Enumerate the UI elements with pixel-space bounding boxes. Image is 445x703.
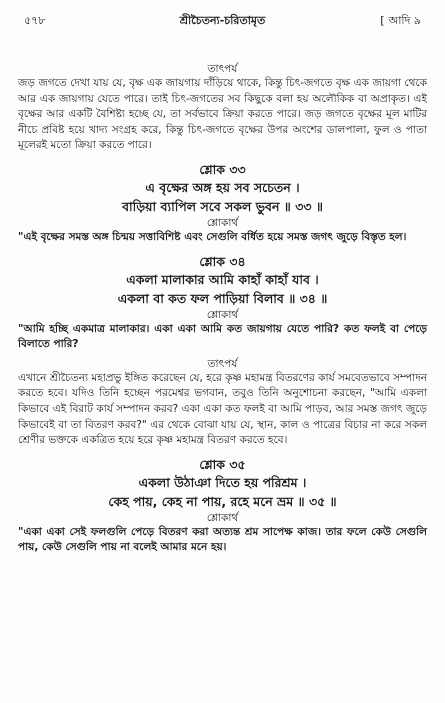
verse-number: শ্লোক ৩৩	[199, 161, 246, 177]
verse-line: একলা উঠাঞা দিতে হয় পরিশ্রম ।	[138, 474, 307, 490]
translation-heading: শ্লোকার্থ	[206, 511, 239, 524]
bracket-mark: [	[380, 14, 385, 27]
verse-line: বাড়িয়া ব্যাপিল সবে সকল ভুবন ॥ ৩৩ ॥	[122, 198, 323, 214]
section-text: আদি ৯	[388, 14, 421, 27]
translation-paragraph: "এই বৃক্ষের সমস্ত অঙ্গ চিন্ময় সত্তাবিশিষ্ট এবং সেগুলি বর্ধিত হয়ে সমস্ত জগৎ জুড়ে বিস্তৃত হল।	[18, 230, 407, 243]
page-number: ৫৭৮	[24, 14, 46, 27]
purport-heading: তাৎপর্য	[207, 357, 238, 370]
verse-line: এ বৃক্ষের অঙ্গ হয় সব সচেতন ।	[145, 179, 300, 195]
section-label	[380, 12, 421, 31]
translation-paragraph: "আমি হচ্ছি একমাত্র মালাকার। একা একা আমি কত জায়গায় যেতে পারি? কত ফলই বা পেড়ে বিলাতে পারি?	[18, 322, 427, 351]
translation-paragraph: "একা একা সেই ফলগুলি পেড়ে বিতরণ করা অত্যন্ত শ্রম সাপেক্ষ কাজ। তার ফলে কেউ সেগুলি পায়, কেউ সেগুলি পায় না বলেই আমার মনে হয়।	[18, 525, 427, 554]
purport-paragraph: এখানে শ্রীচৈতন্য মহাপ্রভু ইঙ্গিত করেছেন যে, হরে কৃষ্ণ মহামন্ত্র বিতরণের কার্য সমবেতভাবে সম্পাদন করতে হবে। যদিও তিনি হচ্ছেন পরমেশ্বর ভগবান, তবুও তিনি অনুশোচনা করছেন, "আমি একলা কিভাবে এই বিরাট কার্য সম্পাদন করব? একা একা কত ফলই বা আমি পাড়ব, আর সমস্ত জগৎ জুড়ে কিভাবেই বা তা বিতরণ করব?" এর থেকে বোঝা যায় যে, স্থান, কাল ও পাত্রের বিচার না করে সকল শ্রেণীর ভক্তকে একত্রিত হয়ে হরে কৃষ্ণ মহামন্ত্র বিতরণ করতে হবে।	[18, 371, 427, 447]
translation-heading: শ্লোকার্থ	[206, 216, 239, 229]
running-header	[24, 12, 421, 30]
book-title: শ্রীচৈতন্য-চরিতামৃত	[179, 14, 266, 27]
verse-line: কেহ পায়, কেহ না পায়, রহে মনে ভ্রম ॥ ৩৫ ॥	[108, 493, 337, 509]
purport-heading: তাৎপর্য	[207, 63, 238, 75]
verse-line: একলা মালাকার আমি কাহাঁ কাহাঁ যাব ।	[126, 271, 319, 287]
verse-number: শ্লোক ৩৫	[199, 456, 246, 472]
purport-paragraph: জড় জগতে দেখা যায় যে, বৃক্ষ এক জায়গায় দাঁড়িয়ে থাকে, কিন্তু চিৎ-জগতে বৃক্ষ এক জায়গা থেকে আর এক জায়গায় যেতে পারে। তাই চিৎ-জগতের সব কিছুকে বলা হয় অলৌকিক বা অপ্রাকৃত। এই বৃক্ষের আর একটি বৈশিষ্ট্য হচ্ছে যে, তা সর্বভাবে ক্রিয়া করতে পারে। জড় জগতে বৃক্ষের মূল মাটির নীচে প্রবিষ্ট হয়ে খাদ্য সংগ্রহ করে, কিন্তু চিৎ-জগতে বৃক্ষের উপর অংশের ডালপালা, ফুল ও পাতা মূলেরই মতো ক্রিয়া করতে পারে।	[18, 77, 427, 152]
verse-line: একলা বা কত ফল পাড়িয়া বিলাব ॥ ৩৪ ॥	[117, 290, 328, 306]
verse-number: শ্লোক ৩৪	[199, 253, 246, 269]
translation-heading: শ্লোকার্থ	[206, 308, 239, 321]
page-body	[18, 62, 427, 556]
